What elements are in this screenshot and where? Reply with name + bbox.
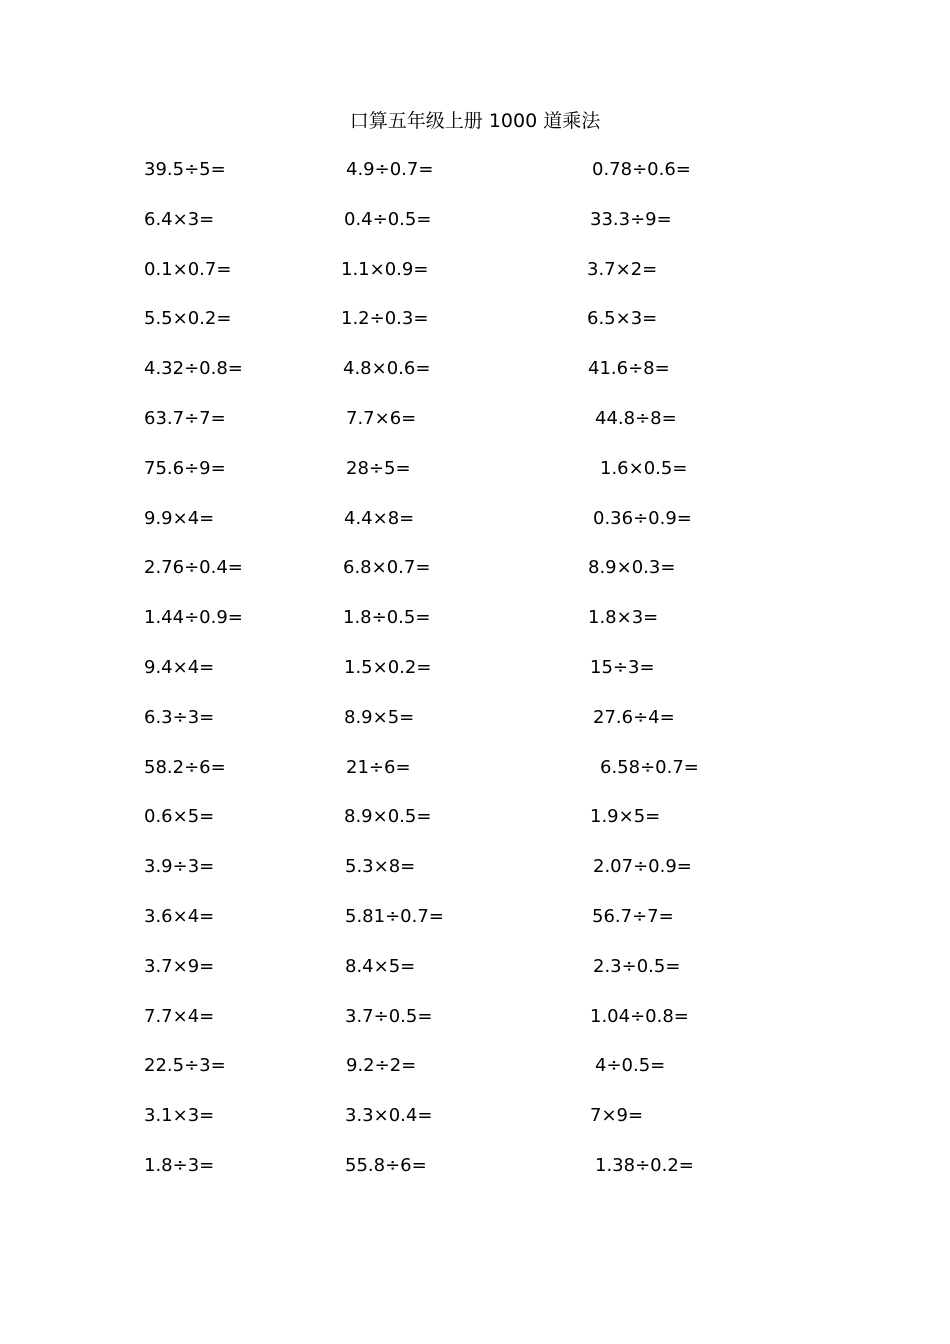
problem-item: 55.8÷6= xyxy=(345,1154,427,1176)
problem-item: 3.7÷0.5= xyxy=(345,1005,433,1027)
problem-item: 1.38÷0.2= xyxy=(595,1154,694,1176)
problem-item: 3.7×9= xyxy=(144,955,215,977)
problem-row xyxy=(0,1003,950,1053)
problem-item: 1.8÷3= xyxy=(144,1154,215,1176)
problem-item: 1.04÷0.8= xyxy=(590,1005,689,1027)
problem-item: 0.6×5= xyxy=(144,806,215,828)
problem-row xyxy=(0,355,950,405)
problem-item: 6.5×3= xyxy=(587,308,658,330)
problem-item: 4.4×8= xyxy=(344,507,415,529)
problem-row xyxy=(0,256,950,306)
problem-row xyxy=(0,903,950,953)
problem-item: 4÷0.5= xyxy=(595,1055,666,1077)
problem-item: 5.81÷0.7= xyxy=(345,905,444,927)
problem-row xyxy=(0,704,950,754)
problem-item: 44.8÷8= xyxy=(595,407,677,429)
page-title: 口算五年级上册 1000 道乘法 xyxy=(349,110,601,132)
problem-item: 28÷5= xyxy=(346,457,411,479)
problem-row xyxy=(0,305,950,355)
problem-item: 2.76÷0.4= xyxy=(144,557,243,579)
problem-item: 8.9×0.5= xyxy=(344,806,432,828)
problem-item: 3.9÷3= xyxy=(144,856,215,878)
problem-item: 8.9×0.3= xyxy=(588,557,676,579)
problem-item: 15÷3= xyxy=(590,656,655,678)
problem-item: 9.9×4= xyxy=(144,507,215,529)
problem-row xyxy=(0,505,950,555)
problem-list xyxy=(0,156,950,1202)
problem-item: 0.36÷0.9= xyxy=(593,507,692,529)
problem-row xyxy=(0,953,950,1003)
problem-row xyxy=(0,156,950,206)
problem-item: 0.78÷0.6= xyxy=(592,159,691,180)
problem-item: 4.8×0.6= xyxy=(343,358,431,380)
problem-item: 75.6÷9= xyxy=(144,457,226,479)
problem-item: 1.1×0.9= xyxy=(341,258,429,280)
problem-item: 1.8÷0.5= xyxy=(343,607,431,629)
problem-item: 0.1×0.7= xyxy=(144,258,232,280)
problem-item: 5.5×0.2= xyxy=(144,308,232,330)
problem-item: 3.6×4= xyxy=(144,905,215,927)
problem-item: 1.8×3= xyxy=(588,607,659,629)
problem-item: 4.9÷0.7= xyxy=(346,159,434,180)
problem-row xyxy=(0,604,950,654)
problem-row xyxy=(0,853,950,903)
problem-row xyxy=(0,803,950,853)
problem-item: 2.07÷0.9= xyxy=(593,856,692,878)
problem-item: 21÷6= xyxy=(346,756,411,778)
problem-item: 7×9= xyxy=(590,1105,644,1127)
problem-row xyxy=(0,405,950,455)
problem-item: 7.7×6= xyxy=(346,407,417,429)
problem-item: 3.3×0.4= xyxy=(345,1105,433,1127)
problem-item: 33.3÷9= xyxy=(590,208,672,230)
problem-row xyxy=(0,206,950,256)
problem-item: 39.5÷5= xyxy=(144,159,226,180)
problem-item: 6.58÷0.7= xyxy=(600,756,699,778)
problem-item: 27.6÷4= xyxy=(593,706,675,728)
problem-row xyxy=(0,1052,950,1102)
problem-item: 5.3×8= xyxy=(345,856,416,878)
problem-item: 0.4÷0.5= xyxy=(344,208,432,230)
problem-item: 8.9×5= xyxy=(344,706,415,728)
problem-item: 8.4×5= xyxy=(345,955,416,977)
problem-item: 1.44÷0.9= xyxy=(144,607,243,629)
problem-item: 3.1×3= xyxy=(144,1105,215,1127)
problem-item: 58.2÷6= xyxy=(144,756,226,778)
problem-item: 41.6÷8= xyxy=(588,358,670,380)
problem-item: 63.7÷7= xyxy=(144,407,226,429)
problem-item: 1.2÷0.3= xyxy=(341,308,429,330)
problem-row xyxy=(0,1102,950,1152)
problem-item: 6.4×3= xyxy=(144,208,215,230)
problem-item: 1.9×5= xyxy=(590,806,661,828)
problem-item: 1.6×0.5= xyxy=(600,457,688,479)
problem-item: 2.3÷0.5= xyxy=(593,955,681,977)
problem-item: 9.4×4= xyxy=(144,656,215,678)
problem-item: 56.7÷7= xyxy=(592,905,674,927)
problem-item: 3.7×2= xyxy=(587,258,658,280)
problem-item: 9.2÷2= xyxy=(346,1055,417,1077)
problem-row xyxy=(0,1152,950,1202)
problem-row xyxy=(0,455,950,505)
problem-row xyxy=(0,754,950,804)
problem-item: 4.32÷0.8= xyxy=(144,358,243,380)
problem-item: 7.7×4= xyxy=(144,1005,215,1027)
problem-row xyxy=(0,554,950,604)
problem-item: 6.8×0.7= xyxy=(343,557,431,579)
problem-row xyxy=(0,654,950,704)
problem-item: 6.3÷3= xyxy=(144,706,215,728)
problem-item: 22.5÷3= xyxy=(144,1055,226,1077)
problem-item: 1.5×0.2= xyxy=(344,656,432,678)
